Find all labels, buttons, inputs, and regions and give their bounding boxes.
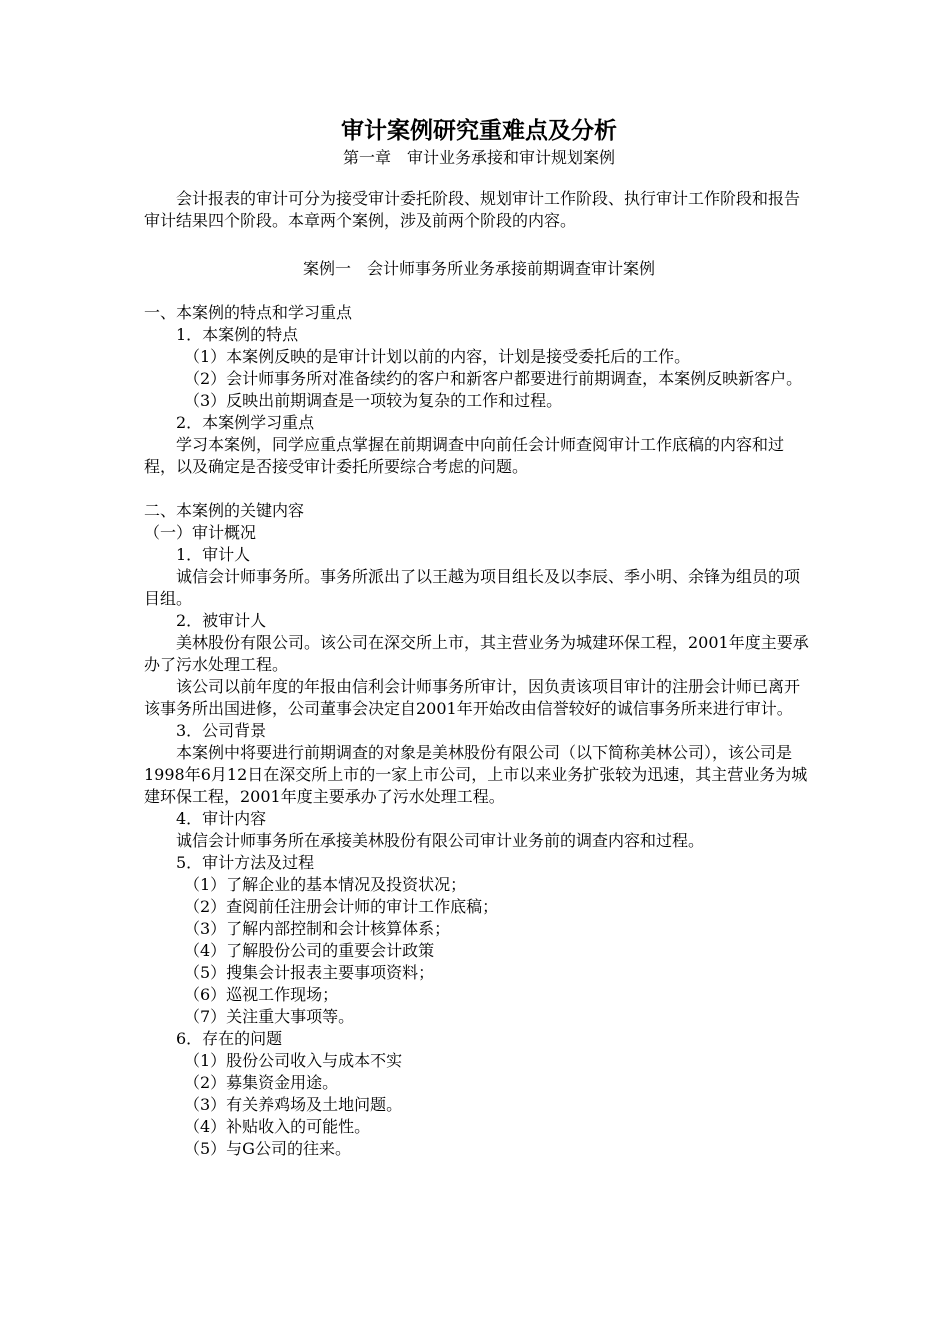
background-text: 本案例中将要进行前期调查的对象是美林股份有限公司（以下简称美林公司），该公司是1998年6月12日在深交所上市的一家上市公司，上市以来业务扩张较为迅速，其主营业务为城建环保工程，2001年度主要承办了污水处理工程。 [144, 743, 808, 806]
auditor-text: 诚信会计师事务所。事务所派出了以王越为项目组长及以李辰、季小明、余锋为组员的项目组。 [144, 567, 801, 608]
method-item: （5）搜集会计报表主要事项资料； [184, 963, 435, 982]
issue-item: （4）补贴收入的可能性。 [184, 1117, 371, 1136]
method-item: （3）了解内部控制和会计核算体系； [184, 919, 451, 938]
issue-item: （1）股份公司收入与成本不实 [184, 1051, 403, 1070]
feature-item-2: （2）会计师事务所对准备续约的客户和新客户都要进行前期调查，本案例反映新客户。 [184, 369, 803, 388]
subsection-features: 1．本案例的特点 [176, 325, 299, 344]
method-item: （7）关注重大事项等。 [184, 1007, 355, 1026]
auditee-heading: 2．被审计人 [176, 611, 267, 630]
feature-item-1: （1）本案例反映的是审计计划以前的内容，计划是接受委托后的工作。 [184, 347, 691, 366]
method-item: （4）了解股份公司的重要会计政策 [184, 941, 435, 960]
feature-item-3: （3）反映出前期调查是一项较为复杂的工作和过程。 [184, 391, 563, 410]
methods-heading: 5．审计方法及过程 [176, 853, 315, 872]
auditor-heading: 1．审计人 [176, 545, 251, 564]
focus-paragraph: 学习本案例，同学应重点掌握在前期调查中向前任会计师查阅审计工作底稿的内容和过程，以及确定是否接受审计委托所要综合考虑的问题。 [144, 435, 785, 476]
method-item: （1）了解企业的基本情况及投资状况； [184, 875, 467, 894]
method-item: （2）查阅前任注册会计师的审计工作底稿； [184, 897, 499, 916]
issue-item: （3）有关养鸡场及土地问题。 [184, 1095, 403, 1114]
spacer [144, 478, 814, 500]
issue-item: （2）募集资金用途。 [184, 1073, 339, 1092]
auditee-text-2: 该公司以前年度的年报由信利会计师事务所审计，因负责该项目审计的注册会计师已离开该事务所出国进修，公司董事会决定自2001年开始改由信誉较好的诚信事务所来进行审计。 [144, 677, 801, 718]
intro-paragraph: 会计报表的审计可分为接受审计委托阶段、规划审计工作阶段、执行审计工作阶段和报告审计结果四个阶段。本章两个案例，涉及前两个阶段的内容。 [144, 189, 801, 230]
document-body [144, 116, 814, 1160]
section-heading-1: 一、本案例的特点和学习重点 [144, 303, 353, 322]
section-heading-2: 二、本案例的关键内容 [144, 501, 305, 520]
subsection-overview: （一）审计概况 [144, 523, 257, 542]
issue-item: （5）与G公司的往来。 [184, 1139, 351, 1158]
method-item: （6）巡视工作现场； [184, 985, 339, 1004]
issues-heading: 6．存在的问题 [176, 1029, 283, 1048]
background-heading: 3．公司背景 [176, 721, 267, 740]
case-title: 案例一 会计师事务所业务承接前期调查审计案例 [302, 259, 655, 278]
subsection-focus: 2．本案例学习重点 [176, 413, 315, 432]
content-text: 诚信会计师事务所在承接美林股份有限公司审计业务前的调查内容和过程。 [176, 831, 705, 850]
chapter-heading: 第一章 审计业务承接和审计规划案例 [342, 148, 615, 167]
content-heading: 4．审计内容 [176, 809, 267, 828]
document-title: 审计案例研究重难点及分析 [341, 117, 617, 144]
auditee-text-1: 美林股份有限公司。该公司在深交所上市，其主营业务为城建环保工程，2001年度主要承办了污水处理工程。 [144, 633, 809, 674]
